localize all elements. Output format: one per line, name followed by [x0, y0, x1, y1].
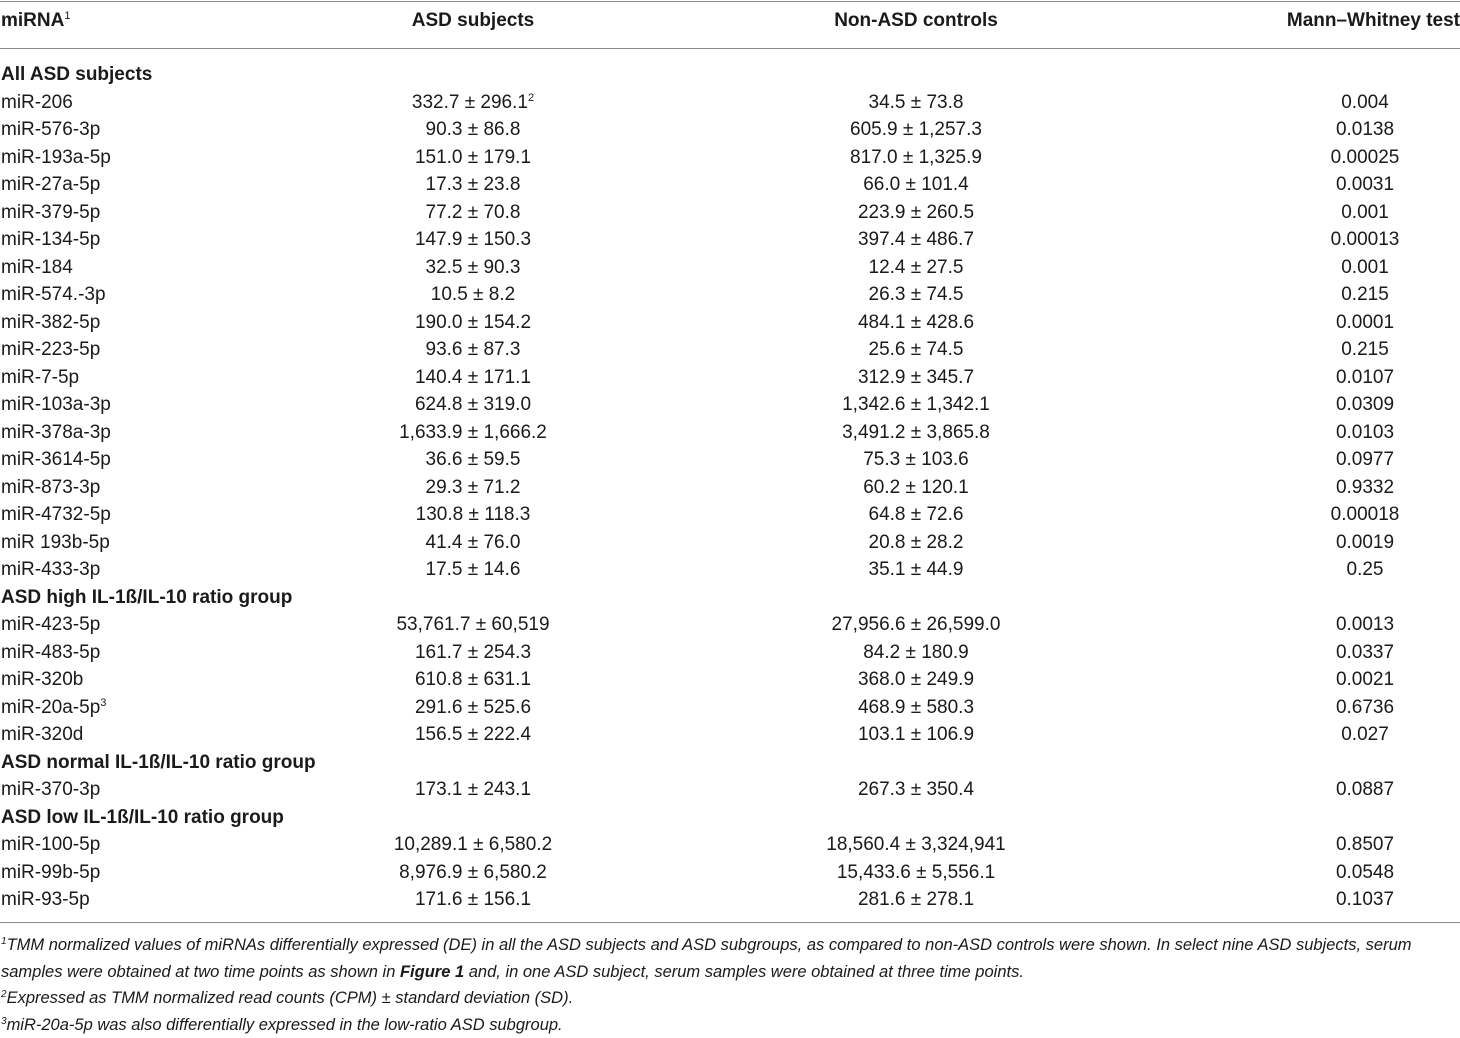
cell-asd-subjects: $332.7 \pm 296.1^2$ — [323, 89, 623, 117]
cell-mann-whitney-p: 0.9332 — [1270, 474, 1460, 502]
cell-non-asd-controls: 25.6 ± 74.5 — [766, 336, 1066, 364]
cell-mann-whitney-p: 0.25 — [1270, 556, 1460, 584]
cell-non-asd-controls: 20.8 ± 28.2 — [766, 529, 1066, 557]
table-row — [0, 666, 1460, 694]
cell-asd-subjects: 291.6 ± 525.6 — [323, 694, 623, 722]
cell-mann-whitney-p: 0.00013 — [1270, 226, 1460, 254]
cell-mann-whitney-p: 0.0013 — [1270, 611, 1460, 639]
header-non-asd-controls: Non-ASD controls — [766, 10, 1066, 32]
cell-non-asd-controls: 368.0 ± 249.9 — [766, 666, 1066, 694]
cell-mann-whitney-p: 0.215 — [1270, 281, 1460, 309]
header-asd-subjects: ASD subjects — [323, 10, 623, 32]
section-title: All ASD subjects — [1, 61, 152, 89]
cell-mann-whitney-p: 0.004 — [1270, 89, 1460, 117]
cell-non-asd-controls: 281.6 ± 278.1 — [766, 886, 1066, 914]
cell-non-asd-controls: 15,433.6 ± 5,556.1 — [766, 859, 1066, 887]
table-row — [0, 611, 1460, 639]
cell-asd-subjects: 53,761.7 ± 60,519 — [323, 611, 623, 639]
cell-mann-whitney-p: 0.215 — [1270, 336, 1460, 364]
cell-mann-whitney-p: 0.0103 — [1270, 419, 1460, 447]
cell-non-asd-controls: 312.9 ± 345.7 — [766, 364, 1066, 392]
cell-asd-subjects: 171.6 ± 156.1 — [323, 886, 623, 914]
cell-mirna: miR-193a-5p — [1, 144, 111, 172]
section-header-row — [0, 584, 1460, 612]
header-mirna: miRNA$^1$ — [1, 10, 70, 32]
cell-mirna: miR-93-5p — [1, 886, 90, 914]
table-row — [0, 199, 1460, 227]
footnote-1: $^1$TMM normalized values of miRNAs differentially expressed (DE) in all the ASD subjects and ASD subgroups, as compared to non-ASD controls were shown. In select nine ASD subjects, serum samples were obtained at two time points as shown in Figure 1 and, in one ASD subject, serum samples were obtained at three time points. — [1, 932, 1441, 985]
cell-asd-subjects: 140.4 ± 171.1 — [323, 364, 623, 392]
cell-mirna: miR-$20a-5p^3$ — [1, 694, 106, 722]
cell-non-asd-controls: 103.1 ± 106.9 — [766, 721, 1066, 749]
table-row — [0, 721, 1460, 749]
cell-mirna: miR-27a-5p — [1, 171, 100, 199]
cell-mann-whitney-p: 0.0138 — [1270, 116, 1460, 144]
table-row — [0, 529, 1460, 557]
cell-non-asd-controls: 12.4 ± 27.5 — [766, 254, 1066, 282]
table-row — [0, 116, 1460, 144]
cell-mann-whitney-p: 0.00018 — [1270, 501, 1460, 529]
cell-mann-whitney-p: 0.00025 — [1270, 144, 1460, 172]
cell-mirna: miR-574.-3p — [1, 281, 106, 309]
table-row — [0, 226, 1460, 254]
cell-mann-whitney-p: 0.6736 — [1270, 694, 1460, 722]
cell-mann-whitney-p: 0.0337 — [1270, 639, 1460, 667]
table-top-rule — [0, 1, 1460, 2]
cell-mann-whitney-p: 0.0309 — [1270, 391, 1460, 419]
cell-asd-subjects: 156.5 ± 222.4 — [323, 721, 623, 749]
table-row — [0, 694, 1460, 722]
table-bottom-rule — [0, 922, 1460, 923]
table-row — [0, 309, 1460, 337]
cell-non-asd-controls: 817.0 ± 1,325.9 — [766, 144, 1066, 172]
cell-non-asd-controls: 84.2 ± 180.9 — [766, 639, 1066, 667]
cell-mann-whitney-p: 0.8507 — [1270, 831, 1460, 859]
cell-asd-subjects: 610.8 ± 631.1 — [323, 666, 623, 694]
cell-mann-whitney-p: 0.0031 — [1270, 171, 1460, 199]
section-header-row — [0, 804, 1460, 832]
cell-mirna: miR-7-5p — [1, 364, 79, 392]
cell-mann-whitney-p: 0.1037 — [1270, 886, 1460, 914]
cell-non-asd-controls: 484.1 ± 428.6 — [766, 309, 1066, 337]
cell-non-asd-controls: 35.1 ± 44.9 — [766, 556, 1066, 584]
cell-asd-subjects: 36.6 ± 59.5 — [323, 446, 623, 474]
table-row — [0, 886, 1460, 914]
section-title: ASD normal IL-1ß/IL-10 ratio group — [1, 749, 316, 777]
table-row — [0, 144, 1460, 172]
cell-mirna: miR-3614-5p — [1, 446, 111, 474]
cell-asd-subjects: 17.5 ± 14.6 — [323, 556, 623, 584]
cell-non-asd-controls: 64.8 ± 72.6 — [766, 501, 1066, 529]
section-header-row — [0, 61, 1460, 89]
cell-asd-subjects: 93.6 ± 87.3 — [323, 336, 623, 364]
cell-non-asd-controls: 66.0 ± 101.4 — [766, 171, 1066, 199]
header-mann-whitney: Mann–Whitney test — [1240, 10, 1460, 32]
table-row — [0, 859, 1460, 887]
cell-mann-whitney-p: 0.0021 — [1270, 666, 1460, 694]
table-row — [0, 254, 1460, 282]
cell-asd-subjects: 41.4 ± 76.0 — [323, 529, 623, 557]
table-row — [0, 336, 1460, 364]
cell-non-asd-controls: 223.9 ± 260.5 — [766, 199, 1066, 227]
cell-non-asd-controls: 397.4 ± 486.7 — [766, 226, 1066, 254]
table-row — [0, 474, 1460, 502]
table-row — [0, 89, 1460, 117]
table-row — [0, 501, 1460, 529]
cell-mirna: miR-423-5p — [1, 611, 100, 639]
cell-asd-subjects: 10.5 ± 8.2 — [323, 281, 623, 309]
cell-asd-subjects: 10,289.1 ± 6,580.2 — [323, 831, 623, 859]
section-title: ASD high IL-1ß/IL-10 ratio group — [1, 584, 292, 612]
cell-mirna: miR-370-3p — [1, 776, 100, 804]
cell-mirna: miR-134-5p — [1, 226, 100, 254]
cell-non-asd-controls: 1,342.6 ± 1,342.1 — [766, 391, 1066, 419]
cell-asd-subjects: 77.2 ± 70.8 — [323, 199, 623, 227]
footnote-mark: 3 — [100, 697, 106, 709]
cell-non-asd-controls: 18,560.4 ± 3,324,941 — [766, 831, 1066, 859]
footnote-2: $^2$Expressed as TMM normalized read counts (CPM) ± standard deviation (SD). — [1, 985, 1441, 1012]
cell-mann-whitney-p: 0.0107 — [1270, 364, 1460, 392]
cell-asd-subjects: 190.0 ± 154.2 — [323, 309, 623, 337]
cell-asd-subjects: 147.9 ± 150.3 — [323, 226, 623, 254]
cell-mirna: miR-378a-3p — [1, 419, 111, 447]
section-title: ASD low IL-1ß/IL-10 ratio group — [1, 804, 284, 832]
cell-mirna: miR-100-5p — [1, 831, 100, 859]
table-row — [0, 364, 1460, 392]
cell-mirna: miR-4732-5p — [1, 501, 111, 529]
cell-mirna: miR-320b — [1, 666, 83, 694]
table-row — [0, 391, 1460, 419]
table-row — [0, 556, 1460, 584]
table-row — [0, 831, 1460, 859]
cell-mirna: miR-483-5p — [1, 639, 100, 667]
cell-asd-subjects: 173.1 ± 243.1 — [323, 776, 623, 804]
cell-mirna: miR-320d — [1, 721, 83, 749]
cell-non-asd-controls: 3,491.2 ± 3,865.8 — [766, 419, 1066, 447]
table-row — [0, 639, 1460, 667]
table-row — [0, 171, 1460, 199]
cell-mann-whitney-p: 0.0887 — [1270, 776, 1460, 804]
cell-mirna: miR-206 — [1, 89, 73, 117]
cell-mirna: miR-99b-5p — [1, 859, 100, 887]
table-footnotes — [1, 932, 1441, 1038]
cell-mirna: miR 193b-5p — [1, 529, 110, 557]
cell-non-asd-controls: 468.9 ± 580.3 — [766, 694, 1066, 722]
cell-mirna: miR-576-3p — [1, 116, 100, 144]
cell-asd-subjects: 1,633.9 ± 1,666.2 — [323, 419, 623, 447]
cell-mann-whitney-p: 0.027 — [1270, 721, 1460, 749]
table-row — [0, 281, 1460, 309]
cell-mirna: miR-433-3p — [1, 556, 100, 584]
cell-non-asd-controls: 27,956.6 ± 26,599.0 — [766, 611, 1066, 639]
cell-asd-subjects: 8,976.9 ± 6,580.2 — [323, 859, 623, 887]
table-row — [0, 776, 1460, 804]
cell-asd-subjects: 624.8 ± 319.0 — [323, 391, 623, 419]
cell-mann-whitney-p: 0.001 — [1270, 254, 1460, 282]
cell-mirna: miR-184 — [1, 254, 73, 282]
cell-asd-subjects: 32.5 ± 90.3 — [323, 254, 623, 282]
cell-non-asd-controls: 605.9 ± 1,257.3 — [766, 116, 1066, 144]
table-row — [0, 446, 1460, 474]
table-body — [0, 61, 1460, 914]
cell-mirna: miR-379-5p — [1, 199, 100, 227]
cell-asd-subjects: 17.3 ± 23.8 — [323, 171, 623, 199]
cell-mann-whitney-p: 0.0548 — [1270, 859, 1460, 887]
cell-non-asd-controls: 267.3 ± 350.4 — [766, 776, 1066, 804]
cell-asd-subjects: 161.7 ± 254.3 — [323, 639, 623, 667]
cell-mirna: miR-223-5p — [1, 336, 100, 364]
cell-non-asd-controls: 26.3 ± 74.5 — [766, 281, 1066, 309]
cell-mann-whitney-p: 0.0019 — [1270, 529, 1460, 557]
cell-asd-subjects: 29.3 ± 71.2 — [323, 474, 623, 502]
cell-mirna: miR-873-3p — [1, 474, 100, 502]
cell-asd-subjects: 151.0 ± 179.1 — [323, 144, 623, 172]
table-header-row — [0, 10, 1460, 40]
header-mirna-footnote-mark: 1 — [64, 10, 70, 22]
table-row — [0, 419, 1460, 447]
cell-asd-subjects: 130.8 ± 118.3 — [323, 501, 623, 529]
cell-non-asd-controls: 34.5 ± 73.8 — [766, 89, 1066, 117]
cell-mirna: miR-382-5p — [1, 309, 100, 337]
cell-non-asd-controls: 75.3 ± 103.6 — [766, 446, 1066, 474]
cell-mann-whitney-p: 0.001 — [1270, 199, 1460, 227]
footnote-3: $^3$miR-20a-5p was also differentially expressed in the low-ratio ASD subgroup. — [1, 1012, 1441, 1038]
footnote-mark: 2 — [528, 92, 534, 104]
section-header-row — [0, 749, 1460, 777]
cell-mann-whitney-p: 0.0001 — [1270, 309, 1460, 337]
figure-1-reference[interactable]: Figure 1 — [400, 963, 464, 981]
table-header-rule — [0, 48, 1460, 49]
cell-non-asd-controls: 60.2 ± 120.1 — [766, 474, 1066, 502]
cell-mann-whitney-p: 0.0977 — [1270, 446, 1460, 474]
cell-asd-subjects: 90.3 ± 86.8 — [323, 116, 623, 144]
cell-mirna: miR-103a-3p — [1, 391, 111, 419]
